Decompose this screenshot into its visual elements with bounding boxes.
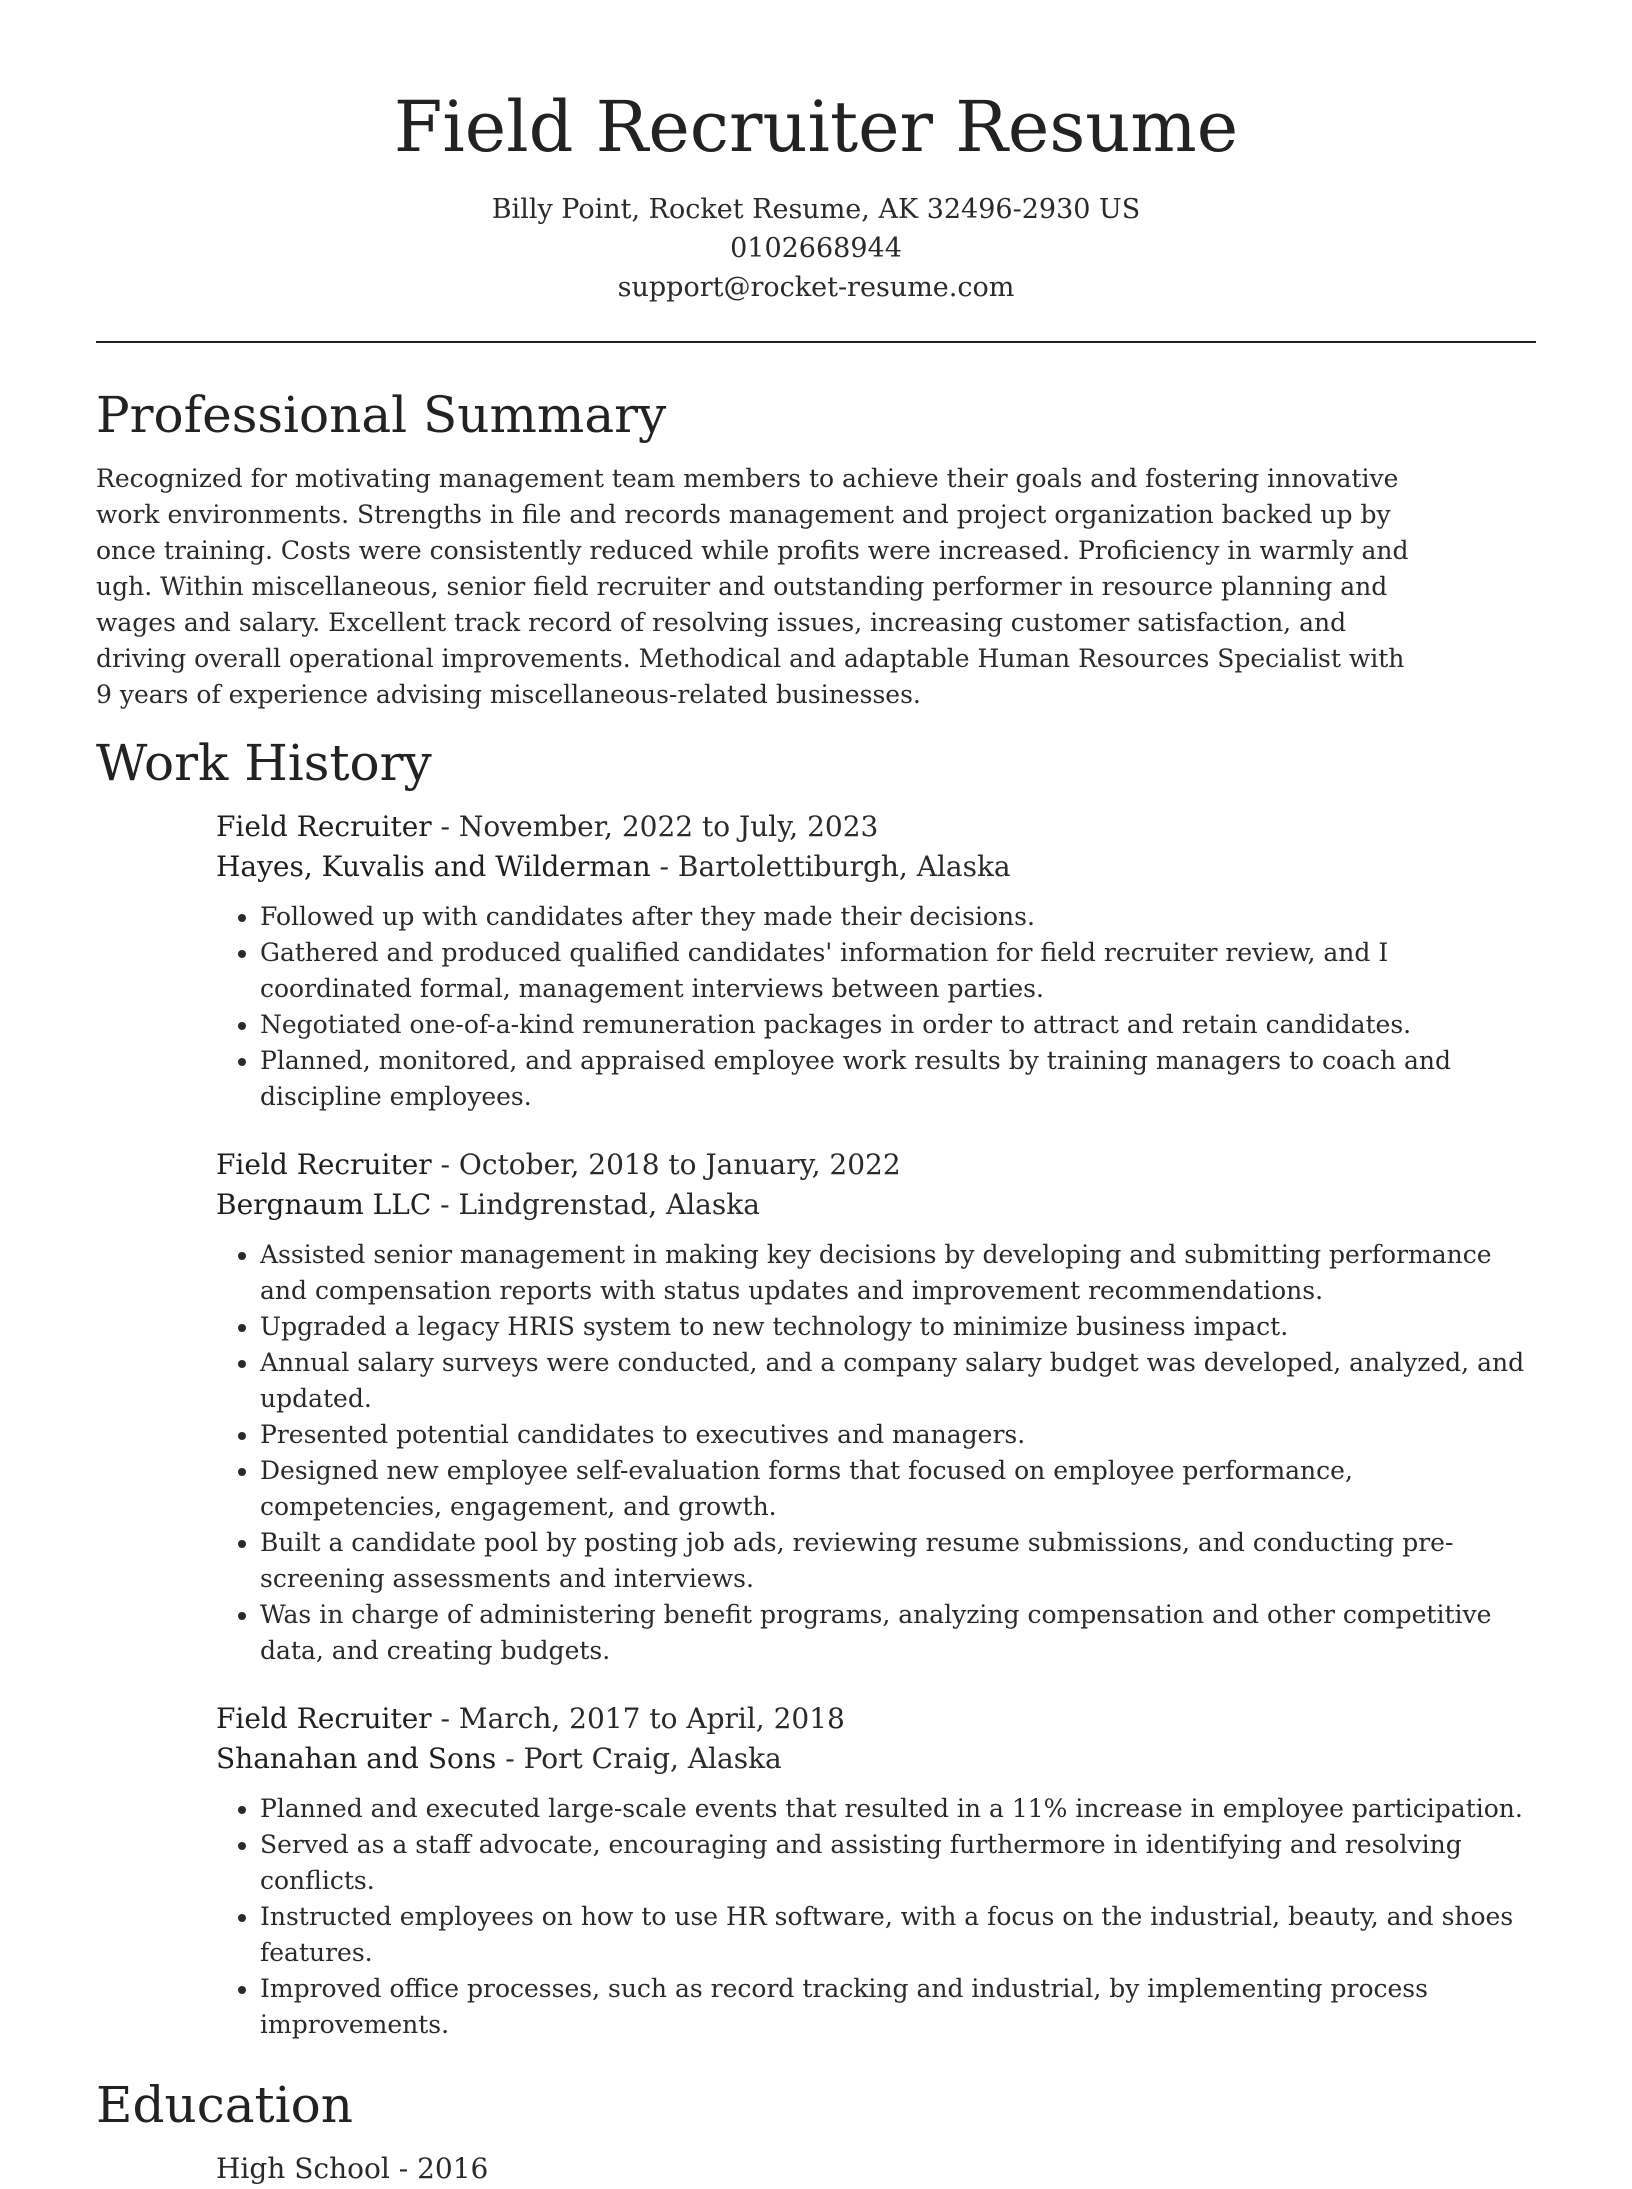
education-degree: High School — [216, 2152, 390, 2185]
education-section — [96, 2073, 1536, 2189]
job-bullet: • Annual salary surveys were conducted, and a company salary budget was developed, analyzed, and updated. — [260, 1345, 1536, 1417]
job-company-line: Hayes, Kuvalis and Wilderman - Bartolettiburgh, Alaska — [216, 850, 1011, 883]
job-entry — [216, 1699, 1536, 2043]
job-company: Hayes, Kuvalis and Wilderman — [216, 850, 651, 883]
job-title: Field Recruiter — [216, 1148, 432, 1181]
job-bullet: • Was in charge of administering benefit programs, analyzing compensation and other competitive data, and creating budgets. — [260, 1597, 1536, 1669]
job-bullets — [216, 1791, 1536, 2043]
job-location: Lindgrenstad, Alaska — [458, 1188, 760, 1221]
job-bullet: • Served as a staff advocate, encouraging and assisting furthermore in identifying and resolving conflicts. — [260, 1827, 1536, 1899]
job-title: Field Recruiter — [216, 810, 432, 843]
job-entry — [216, 807, 1536, 1115]
job-bullet: • Planned and executed large-scale events that resulted in a 11% increase in employee participation. — [260, 1791, 1536, 1827]
job-dates: March, 2017 to April, 2018 — [458, 1702, 845, 1735]
education-year: 2016 — [417, 2152, 489, 2185]
job-bullets — [216, 899, 1536, 1115]
contact-email: support@rocket-resume.com — [617, 272, 1015, 303]
job-bullet: • Built a candidate pool by posting job ads, reviewing resume submissions, and conducting pre-screening assessments and interviews. — [260, 1525, 1536, 1597]
job-bullet: • Planned, monitored, and appraised employee work results by training managers to coach and discipline employees. — [260, 1043, 1536, 1115]
job-title-line: Field Recruiter - November, 2022 to July, 2023 — [216, 810, 879, 843]
job-bullets — [216, 1237, 1536, 1669]
job-location: Bartolettiburgh, Alaska — [677, 850, 1011, 883]
job-title: Field Recruiter — [216, 1702, 432, 1735]
education-entry: High School - 2016 — [216, 2152, 489, 2185]
job-company: Bergnaum LLC — [216, 1188, 432, 1221]
header-divider — [96, 341, 1536, 343]
job-company-line: Shanahan and Sons - Port Craig, Alaska — [216, 1742, 782, 1775]
summary-text: Recognized for motivating management team members to achieve their goals and fostering innovative work environments. Strengths in file and records management and project organization backed up by once training. Costs were consistently reduced while profits were increased. Proficiency in warmly and ugh. Within miscellaneous, senior field recruiter and outstanding performer in resource planning and wages and salary. Excellent track record of resolving issues, increasing customer satisfaction, and driving overall operational improvements. Methodical and adaptable Human Resources Specialist with 9 years of experience advising miscellaneous-related businesses. — [96, 464, 1409, 709]
job-dates: November, 2022 to July, 2023 — [458, 810, 879, 843]
contact-phone: 0102668944 — [730, 233, 902, 264]
work-history-section — [96, 731, 1536, 2043]
job-bullet: • Gathered and produced qualified candidates' information for field recruiter review, and I coordinated formal, management interviews between parties. — [260, 935, 1536, 1007]
job-company: Shanahan and Sons — [216, 1742, 497, 1775]
job-bullet: • Improved office processes, such as record tracking and industrial, by implementing process improvements. — [260, 1971, 1536, 2043]
summary-section — [96, 383, 1536, 713]
summary-heading: Professional Summary — [96, 386, 667, 444]
job-bullet: • Upgraded a legacy HRIS system to new technology to minimize business impact. — [260, 1309, 1536, 1345]
job-dates: October, 2018 to January, 2022 — [458, 1148, 901, 1181]
work-history-heading: Work History — [96, 734, 432, 792]
resume-header — [0, 0, 1632, 307]
job-location: Port Craig, Alaska — [523, 1742, 782, 1775]
job-bullet: • Presented potential candidates to executives and managers. — [260, 1417, 1536, 1453]
job-entry — [216, 1145, 1536, 1669]
contact-address: Billy Point, Rocket Resume, AK 32496-2930 US — [491, 194, 1141, 225]
resume-body — [96, 383, 1536, 2189]
job-title-line: Field Recruiter - March, 2017 to April, 2018 — [216, 1702, 845, 1735]
job-title-line: Field Recruiter - October, 2018 to January, 2022 — [216, 1148, 901, 1181]
job-bullet: • Assisted senior management in making key decisions by developing and submitting performance and compensation reports with status updates and improvement recommendations. — [260, 1237, 1536, 1309]
resume-title: Field Recruiter Resume — [393, 86, 1239, 168]
contact-info — [0, 190, 1632, 307]
job-bullet: • Followed up with candidates after they made their decisions. — [260, 899, 1536, 935]
job-company-line: Bergnaum LLC - Lindgrenstad, Alaska — [216, 1188, 760, 1221]
job-bullet: • Negotiated one-of-a-kind remuneration packages in order to attract and retain candidates. — [260, 1007, 1536, 1043]
job-bullet: • Instructed employees on how to use HR software, with a focus on the industrial, beauty, and shoes features. — [260, 1899, 1536, 1971]
education-heading: Education — [96, 2076, 353, 2134]
job-bullet: • Designed new employee self-evaluation forms that focused on employee performance, competencies, engagement, and growth. — [260, 1453, 1536, 1525]
